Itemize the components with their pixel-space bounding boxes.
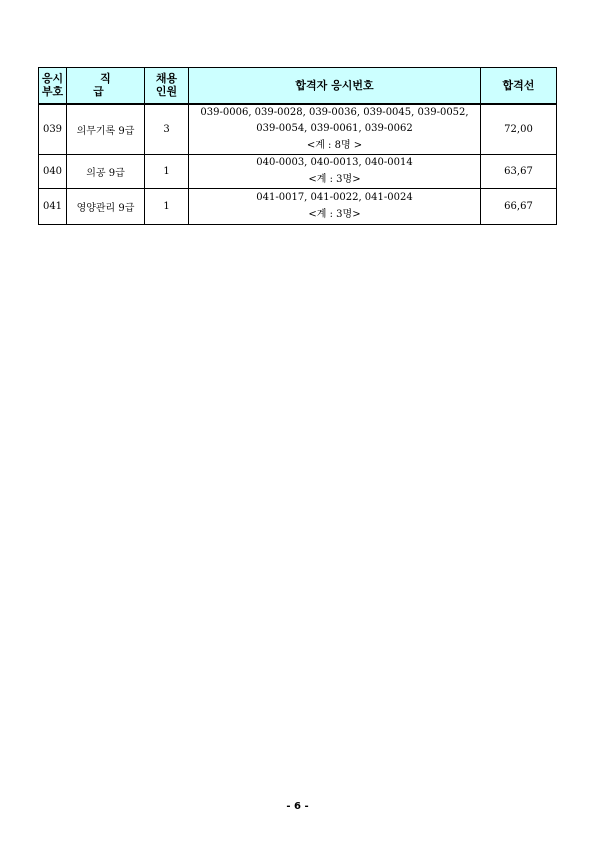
passer-numbers-cell bbox=[189, 155, 481, 189]
passer-numbers-line: 039-0054, 039-0061, 039-0062 bbox=[256, 123, 413, 134]
header-hire-count-line2: 인원 bbox=[155, 85, 178, 99]
hire-count-cell: 3 bbox=[145, 104, 189, 155]
exam-code-cell: 040 bbox=[39, 155, 67, 189]
header-exam-code-line2: 부호 bbox=[41, 85, 64, 99]
header-exam-code-line1: 응시 bbox=[41, 72, 64, 86]
passer-numbers-line: 041-0017, 041-0022, 041-0024 bbox=[256, 192, 413, 203]
passer-numbers-cell bbox=[189, 189, 481, 225]
position-cell: 의공 9급 bbox=[67, 155, 145, 189]
passer-total-line: <계 : 3명> bbox=[308, 208, 361, 220]
header-position-label: 직 급 bbox=[93, 72, 125, 99]
passer-numbers-line: 040-0003, 040-0013, 040-0014 bbox=[256, 157, 413, 168]
position-cell: 의무기록 9급 bbox=[67, 104, 145, 155]
passer-total-line: <계 : 3명> bbox=[308, 173, 361, 185]
position-cell: 영양관리 9급 bbox=[67, 189, 145, 225]
cutoff-cell: 63,67 bbox=[481, 155, 557, 189]
header-row bbox=[39, 68, 557, 104]
header-hire-count-line1: 채용 bbox=[155, 72, 178, 86]
results-table bbox=[38, 67, 557, 225]
cutoff-cell: 66,67 bbox=[481, 189, 557, 225]
passer-total-line: <계 : 8명 > bbox=[306, 139, 363, 151]
table-row bbox=[39, 189, 557, 225]
passer-numbers-line: 039-0006, 039-0028, 039-0036, 039-0045, 039-0052, bbox=[200, 106, 469, 118]
cutoff-cell: 72,00 bbox=[481, 104, 557, 155]
header-passer-numbers: 합격자 응시번호 bbox=[189, 68, 481, 104]
passer-numbers-cell bbox=[189, 104, 481, 155]
page-number: - 6 - bbox=[286, 801, 309, 812]
table-row bbox=[39, 155, 557, 189]
table-row bbox=[39, 104, 557, 155]
exam-code-cell: 039 bbox=[39, 104, 67, 155]
header-position bbox=[67, 68, 145, 104]
hire-count-cell: 1 bbox=[145, 189, 189, 225]
header-hire-count bbox=[145, 68, 189, 104]
header-exam-code bbox=[39, 68, 67, 104]
exam-code-cell: 041 bbox=[39, 189, 67, 225]
header-cutoff: 합격선 bbox=[481, 68, 557, 104]
hire-count-cell: 1 bbox=[145, 155, 189, 189]
